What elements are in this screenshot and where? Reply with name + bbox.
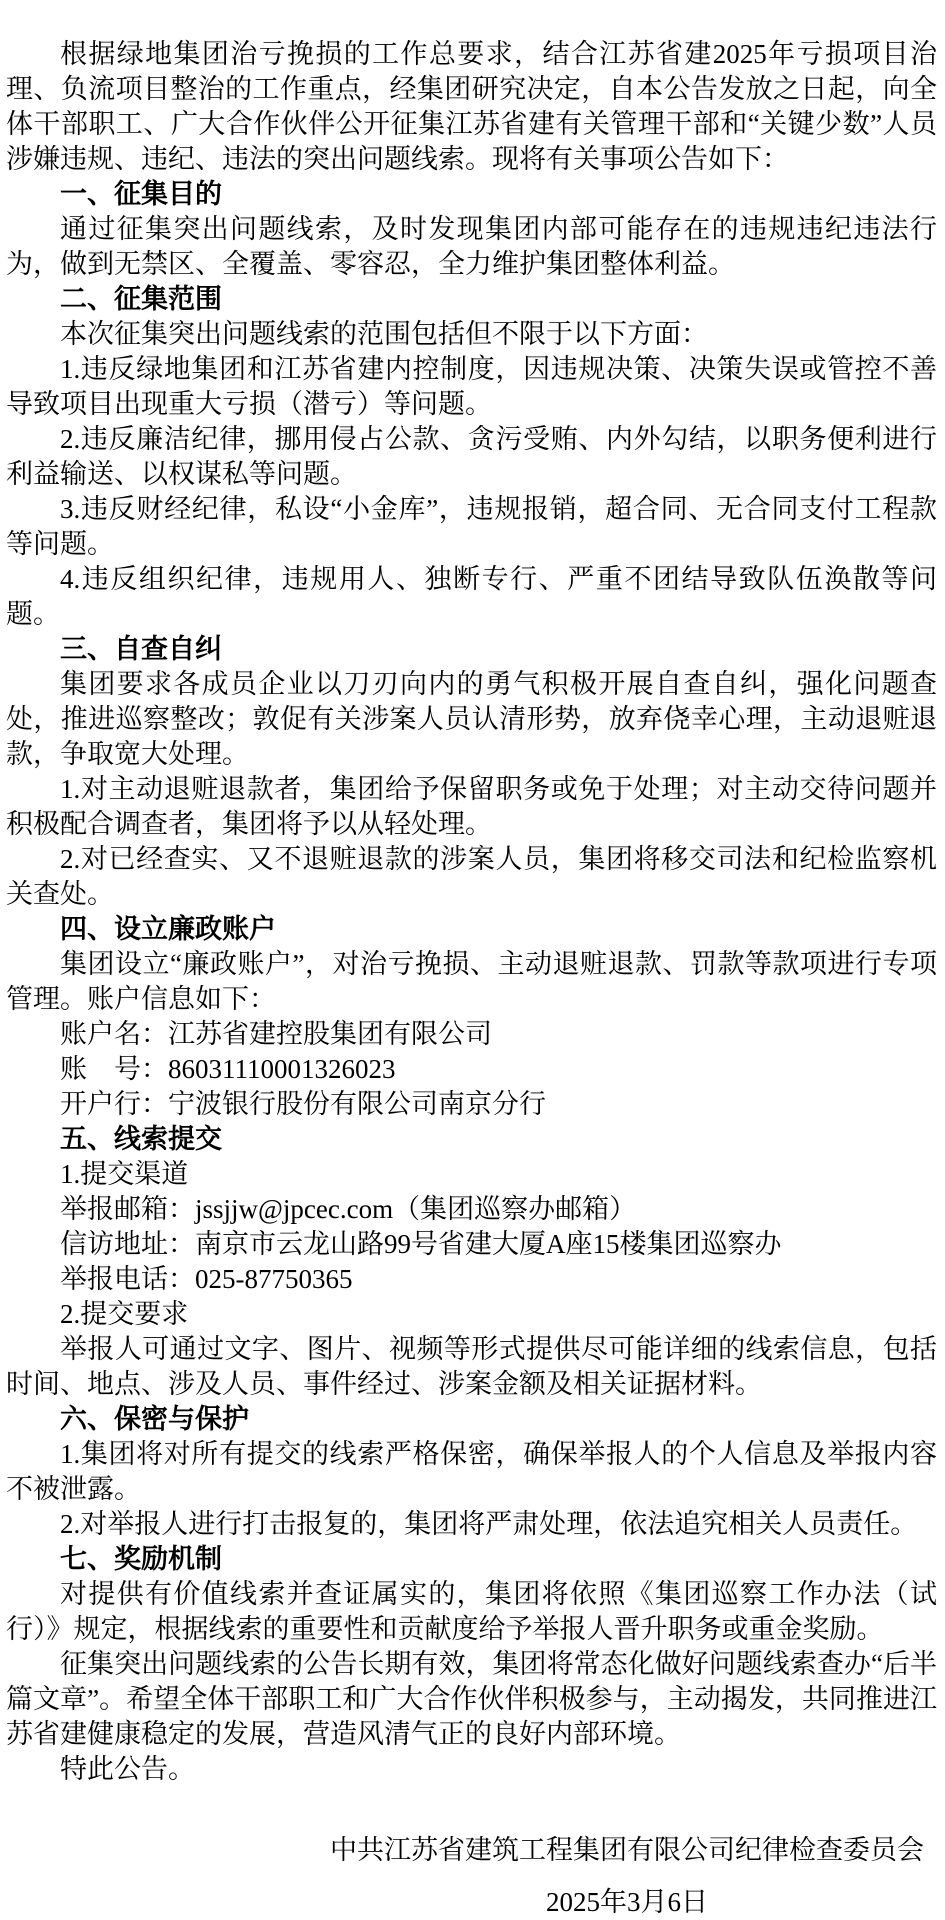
- paragraph: 集团要求各成员企业以刀刃向内的勇气积极开展自查自纠，强化问题查处，推进巡察整改；敦促有关涉案人员认清形势，放弃侥幸心理，主动退赃退款，争取宽大处理。: [6, 669, 937, 769]
- section-heading-2: 二、征集范围: [60, 284, 222, 314]
- report-email-line: 举报邮箱：jssjjw@jpcec.com（集团巡察办邮箱）: [60, 1194, 637, 1224]
- list-item-1: 1.集团将对所有提交的线索严格保密，确保举报人的个人信息及举报内容不被泄露。: [6, 1439, 937, 1504]
- signature-block: [6, 1833, 937, 1920]
- paragraph: 征集突出问题线索的公告长期有效，集团将常态化做好问题线索查办“后半篇文章”。希望全体干部职工和广大合作伙伴积极参与，主动揭发，共同推进江苏省建健康稳定的发展，营造风清气正的良好内部环境。: [6, 1649, 937, 1749]
- section-heading-3: 三、自查自纠: [60, 634, 222, 664]
- account-number-line: 账 号：86031110001326023: [60, 1054, 396, 1084]
- section-heading-6: 六、保密与保护: [60, 1404, 249, 1434]
- list-item-4: 4.违反组织纪律，违规用人、独断专行、严重不团结导致队伍涣散等问题。: [6, 564, 937, 629]
- closing-line: 特此公告。: [60, 1754, 195, 1784]
- bank-line: 开户行：宁波银行股份有限公司南京分行: [60, 1089, 546, 1119]
- list-item-3: 3.违反财经纪律，私设“小金库”，违规报销，超合同、无合同支付工程款等问题。: [6, 494, 937, 559]
- submit-requirement-label: 2.提交要求: [60, 1299, 189, 1329]
- list-item-2: 2.对举报人进行打击报复的，集团将严肃处理，依法追究相关人员责任。: [60, 1509, 918, 1539]
- paragraph: 集团设立“廉政账户”，对治亏挽损、主动退赃退款、罚款等款项进行专项管理。账户信息如下：: [6, 949, 937, 1014]
- list-item-1: 1.违反绿地集团和江苏省建内控制度，因违规决策、决策失误或管控不善导致项目出现重大亏损（潜亏）等问题。: [6, 354, 937, 419]
- paragraph: 对提供有价值线索并查证属实的，集团将依照《集团巡察工作办法（试行）》规定，根据线索的重要性和贡献度给予举报人晋升职务或重金奖励。: [6, 1579, 937, 1644]
- submit-channel-label: 1.提交渠道: [60, 1159, 189, 1189]
- account-name-line: 账户名：江苏省建控股集团有限公司: [60, 1019, 492, 1049]
- announcement-date: 2025年3月6日: [546, 1887, 708, 1917]
- section-heading-7: 七、奖励机制: [60, 1544, 222, 1574]
- list-item-1: 1.对主动退赃退款者，集团给予保留职务或免于处理；对主动交待问题并积极配合调查者，集团将予以从轻处理。: [6, 774, 937, 839]
- list-item-2: 2.对已经查实、又不退赃退款的涉案人员，集团将移交司法和纪检监察机关查处。: [6, 844, 937, 909]
- intro-paragraph: 根据绿地集团治亏挽损的工作总要求，结合江苏省建2025年亏损项目治理、负流项目整治的工作重点，经集团研究决定，自本公告发放之日起，向全体干部职工、广大合作伙伴公开征集江苏省建有关管理干部和“关键少数”人员涉嫌违规、违纪、违法的突出问题线索。现将有关事项公告如下：: [6, 39, 937, 174]
- visit-address-line: 信访地址：南京市云龙山路99号省建大厦A座15楼集团巡察办: [60, 1229, 782, 1259]
- report-phone-line: 举报电话：025-87750365: [60, 1264, 353, 1294]
- section-heading-1: 一、征集目的: [60, 179, 222, 209]
- paragraph: 通过征集突出问题线索，及时发现集团内部可能存在的违规违纪违法行为，做到无禁区、全覆盖、零容忍，全力维护集团整体利益。: [6, 214, 937, 279]
- section-heading-5: 五、线索提交: [60, 1124, 222, 1154]
- paragraph: 本次征集突出问题线索的范围包括但不限于以下方面：: [60, 319, 708, 349]
- section-heading-4: 四、设立廉政账户: [60, 914, 276, 944]
- list-item-2: 2.违反廉洁纪律，挪用侵占公款、贪污受贿、内外勾结，以职务便利进行利益输送、以权谋私等问题。: [6, 424, 937, 489]
- signer-name: 中共江苏省建筑工程集团有限公司纪律检查委员会: [330, 1835, 924, 1865]
- paragraph: 举报人可通过文字、图片、视频等形式提供尽可能详细的线索信息，包括时间、地点、涉及人员、事件经过、涉案金额及相关证据材料。: [6, 1334, 937, 1399]
